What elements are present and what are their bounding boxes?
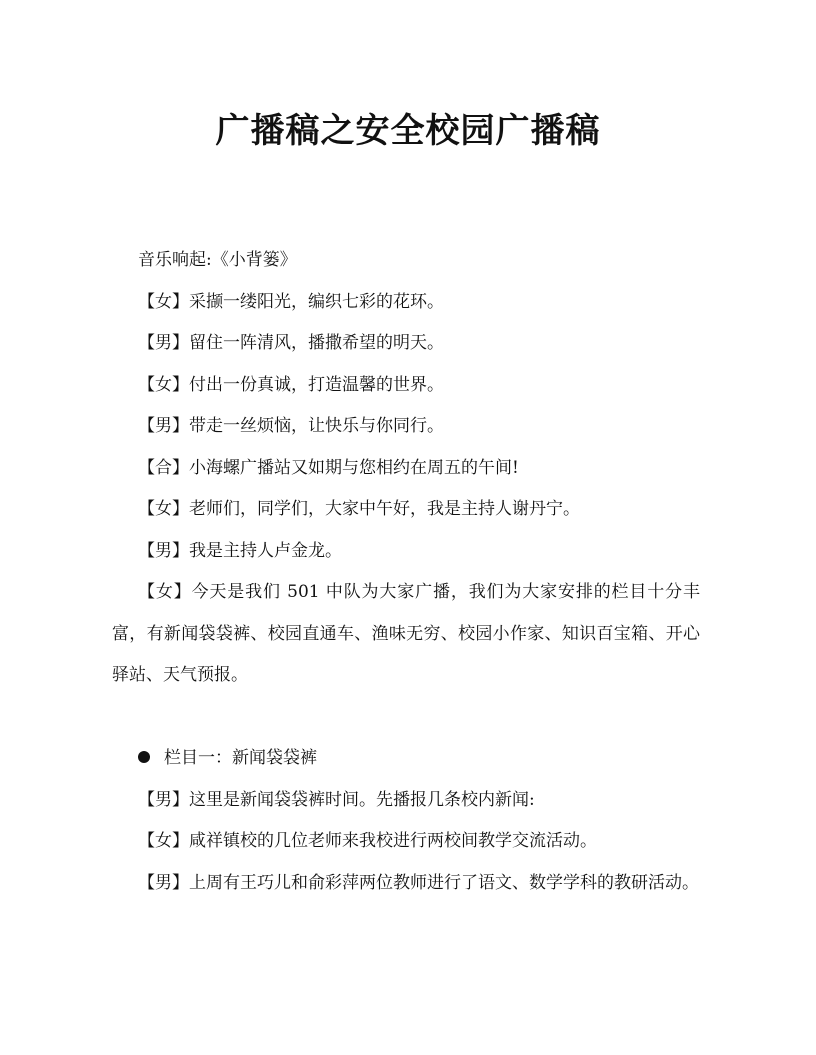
paragraph: 【男】留住一阵清风，播撒希望的明天。 <box>138 333 444 353</box>
paragraph: 【男】这里是新闻袋袋裤时间。先播报几条校内新闻: <box>138 789 535 810</box>
paragraph: 【女】咸祥镇校的几位老师来我校进行两校间教学交流活动。 <box>138 831 597 851</box>
paragraph: 【合】小海螺广播站又如期与您相约在周五的午间! <box>138 457 519 478</box>
section-heading-text: 栏目一：新闻袋袋裤 <box>164 748 317 768</box>
paragraph: 【女】采撷一缕阳光，编织七彩的花环。 <box>138 291 444 312</box>
paragraph: 【男】我是主持人卢金龙。 <box>138 540 342 561</box>
bullet-icon <box>138 751 150 763</box>
document-body <box>112 240 700 904</box>
section-heading <box>112 738 700 780</box>
paragraph: 【男】带走一丝烦恼，让快乐与你同行。 <box>138 416 444 436</box>
section-spacer <box>112 697 700 739</box>
paragraph: 【女】今天是我们 501 中队为大家广播，我们为大家安排的栏目十分丰富，有新闻袋袋裤、校园直通车、渔味无穷、校园小作家、知识百宝箱、开心驿站、天气预报。 <box>112 582 700 685</box>
paragraph: 【女】付出一份真诚，打造温馨的世界。 <box>138 374 444 395</box>
paragraph: 【男】上周有王巧儿和俞彩萍两位教师进行了语文、数学学科的教研活动。 <box>138 872 699 893</box>
paragraph-intro: 音乐响起:《小背篓》 <box>138 250 297 270</box>
paragraph: 【女】老师们，同学们，大家中午好，我是主持人谢丹宁。 <box>138 499 580 519</box>
document-title: 广播稿之安全校园广播稿 <box>215 111 601 151</box>
